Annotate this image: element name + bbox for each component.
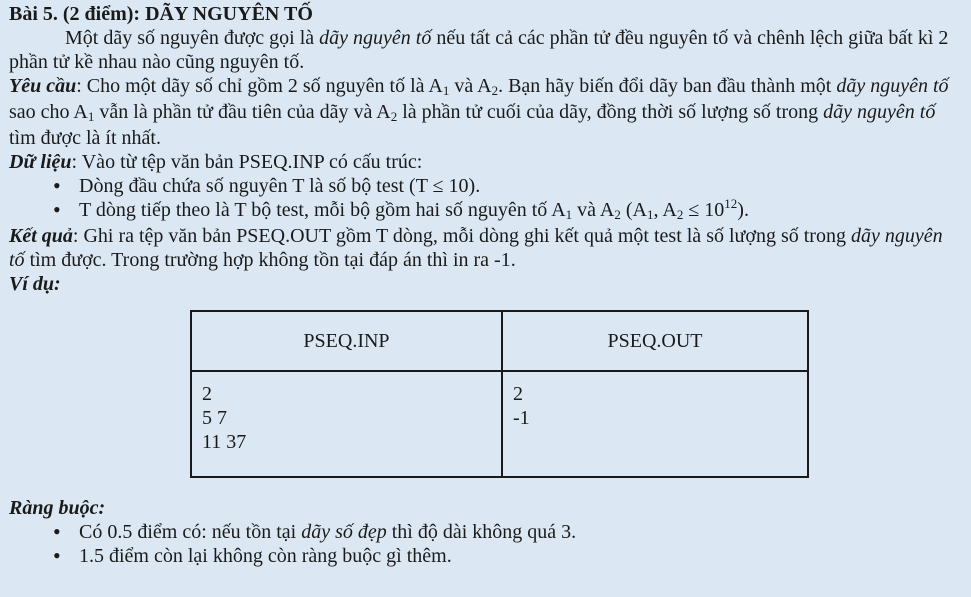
- example-label: Ví dụ:: [9, 273, 61, 295]
- bullet-text: (A: [620, 199, 647, 221]
- requirement-text: vẫn là phần tử đầu tiên của dãy và A: [94, 101, 391, 123]
- input-line: 11 37: [202, 431, 247, 453]
- requirement-text: tìm được là ít nhất.: [9, 127, 161, 149]
- header-output-file: PSEQ.OUT: [502, 311, 808, 371]
- bullet-text: ).: [737, 199, 749, 221]
- output-text: : Ghi ra tệp văn bản PSEQ.OUT gồm T dòng, mỗi dòng ghi kết quả một test là số lượng số trong: [72, 225, 851, 247]
- intro-text: Một dãy số nguyên được gọi là: [65, 27, 320, 49]
- input-paragraph: [9, 150, 961, 174]
- requirement-term: dãy nguyên tố: [823, 101, 936, 123]
- example-table: [190, 310, 809, 478]
- subscript: 1: [442, 83, 450, 98]
- subscript: 2: [614, 207, 621, 222]
- input-bullet-1: • Dòng đầu chứa số nguyên T là số bộ test (T ≤ 10).: [79, 174, 961, 198]
- subscript: 2: [491, 83, 499, 98]
- requirement-text: sao cho A: [9, 101, 88, 123]
- input-text: : Vào từ tệp văn bản PSEQ.INP có cấu trúc:: [71, 151, 423, 173]
- subscript: 1: [87, 109, 95, 124]
- intro-text-end: nếu tất cả các phần tử đều nguyên tố và chênh lệch giữa bất kì 2 phần tử kề nhau nào cũng nguyên tố.: [9, 27, 949, 73]
- superscript: 12: [724, 196, 738, 211]
- problem-intro: [9, 26, 961, 74]
- constraints-list: [9, 520, 961, 568]
- requirement-text: và A: [449, 75, 492, 97]
- requirement-text: là phần tử cuối của dãy, đồng thời số lượng số trong: [397, 101, 824, 123]
- problem-title: Bài 5. (2 điểm): DÃY NGUYÊN TỐ: [9, 3, 313, 25]
- constraint-term: dãy số đẹp: [301, 521, 387, 543]
- output-text-end: tìm được. Trong trường hợp không tồn tại đáp án thì in ra -1.: [24, 249, 516, 271]
- output-paragraph: [9, 224, 961, 272]
- example-table-row: [191, 371, 808, 477]
- output-label: Kết quả: [9, 225, 73, 247]
- bullet-text: , A: [653, 199, 677, 221]
- input-bullet-2: [79, 198, 961, 224]
- constraint-bullet-1: [79, 520, 961, 544]
- input-line: 2: [202, 383, 212, 405]
- bullet-text: T dòng tiếp theo là T bộ test, mỗi bộ gồm hai số nguyên tố A: [79, 199, 566, 221]
- output-line: -1: [513, 407, 530, 429]
- subscript: 1: [646, 207, 654, 222]
- example-table-header: [191, 311, 808, 371]
- subscript: 1: [565, 207, 573, 222]
- output-line: 2: [513, 383, 523, 405]
- requirement-text: : Cho một dãy số chỉ gồm 2 số nguyên tố là A: [76, 75, 443, 97]
- subscript: 2: [390, 109, 398, 124]
- constraints-label: Ràng buộc:: [9, 497, 106, 519]
- intro-term: dãy nguyên tố: [319, 27, 432, 49]
- input-label: Dữ liệu: [9, 151, 72, 173]
- constraint-text: thì độ dài không quá 3.: [386, 521, 577, 543]
- subscript: 2: [676, 207, 684, 222]
- requirement-paragraph: [9, 74, 961, 150]
- requirement-label: Yêu cầu: [9, 75, 77, 97]
- header-input-file: PSEQ.INP: [191, 311, 502, 371]
- constraint-text: Có 0.5 điểm có: nếu tồn tại: [79, 521, 302, 543]
- requirement-term: dãy nguyên tố: [836, 75, 949, 97]
- bullet-text: và A: [572, 199, 615, 221]
- constraint-bullet-2: • 1.5 điểm còn lại không còn ràng buộc gì thêm.: [79, 544, 961, 568]
- bullet-text: ≤ 10: [683, 199, 725, 221]
- input-cell: [191, 371, 502, 477]
- output-cell: [502, 371, 808, 477]
- input-bullet-list: [9, 174, 961, 224]
- input-line: 5 7: [202, 407, 227, 429]
- output-term: dãy nguyên tố: [9, 225, 943, 271]
- requirement-text: . Bạn hãy biến đổi dãy ban đầu thành một: [498, 75, 837, 97]
